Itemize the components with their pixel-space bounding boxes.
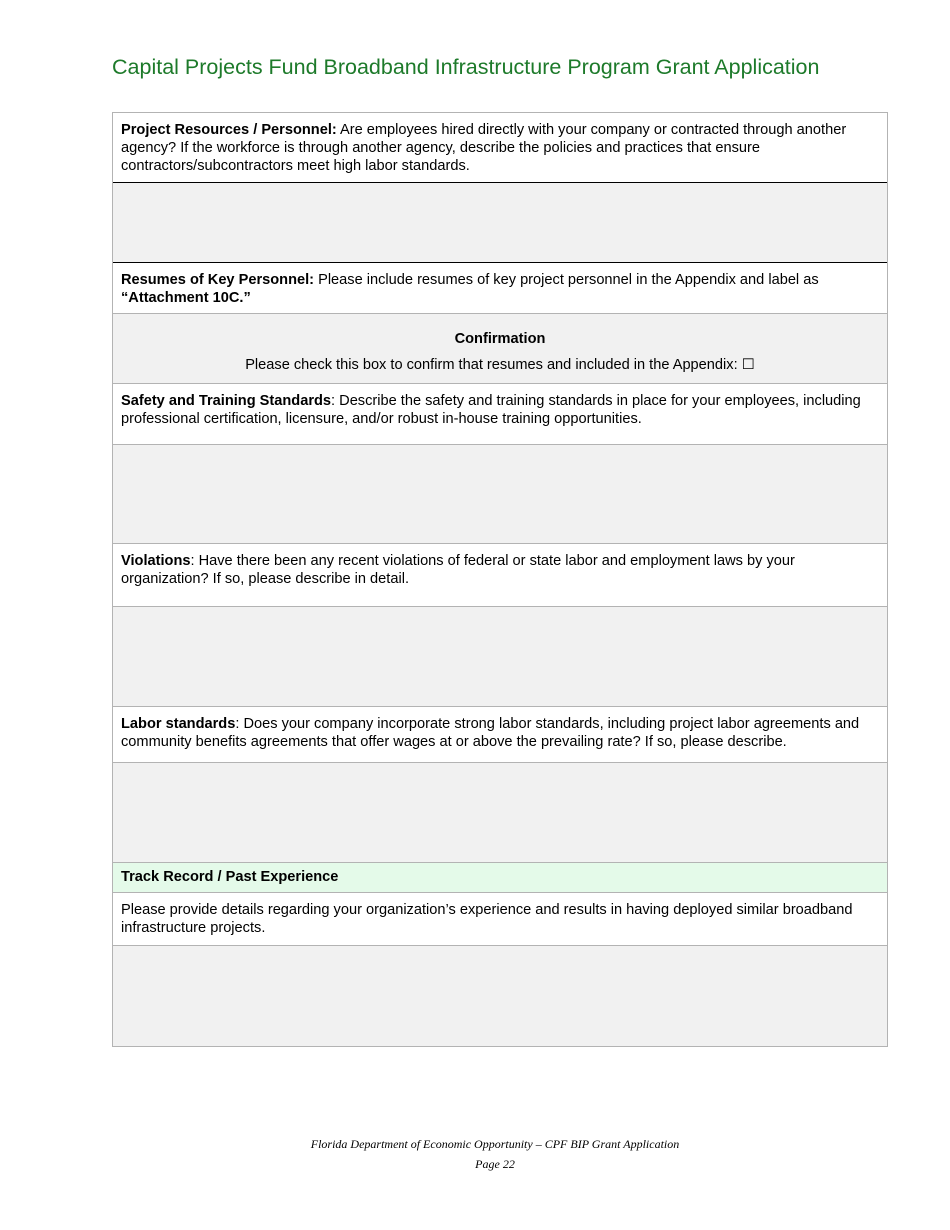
confirmation-text: Please check this box to confirm that resumes and included in the Appendix: — [245, 357, 742, 373]
confirmation-block — [113, 314, 887, 384]
footer-text: Florida Department of Economic Opportunity – CPF BIP Grant Application — [310, 1137, 680, 1151]
violations-text: : Have there been any recent violations of federal or state labor and employment laws by your organization? If so, please describe in detail. — [121, 553, 795, 587]
application-form-table — [112, 112, 888, 1047]
resumes-question — [113, 263, 887, 314]
labor-standards-text: : Does your company incorporate strong labor standards, including project labor agreements and community benefits agreements that offer wages at or above the prevailing rate? If so, please describe. — [121, 716, 860, 750]
safety-training-label: Safety and Training Standards — [121, 393, 332, 409]
confirmation-text-line — [113, 348, 887, 374]
project-resources-label: Project Resources / Personnel: — [121, 122, 337, 138]
track-record-section-heading: Track Record / Past Experience — [113, 863, 887, 893]
violations-question — [113, 544, 887, 607]
safety-training-text: : Describe the safety and training standards in place for your employees, including professional certification, licensure, and/or robust in-house training opportunities. — [121, 393, 861, 427]
violations-label: Violations — [121, 553, 191, 569]
safety-training-question — [113, 384, 887, 445]
confirmation-heading: Confirmation — [454, 331, 546, 347]
track-record-answer-field[interactable] — [113, 946, 887, 1046]
track-record-question: Please provide details regarding your organization’s experience and results in having deployed similar broadband infrastructure projects. — [113, 893, 887, 946]
resumes-label: Resumes of Key Personnel: — [121, 272, 315, 288]
labor-standards-answer-field[interactable] — [113, 763, 887, 863]
resumes-text: Please include resumes of key project personnel in the Appendix and label as — [314, 272, 819, 288]
labor-standards-question — [113, 707, 887, 763]
confirmation-checkbox[interactable]: ☐ — [741, 357, 755, 373]
project-resources-question — [113, 113, 887, 183]
project-resources-answer-field[interactable] — [113, 183, 887, 263]
violations-answer-field[interactable] — [113, 607, 887, 707]
resumes-attachment-label: “Attachment 10C.” — [121, 290, 251, 306]
page-number: Page 22 — [475, 1157, 515, 1171]
document-title: Capital Projects Fund Broadband Infrastructure Program Grant Application — [112, 55, 820, 79]
project-resources-text: Are employees hired directly with your company or contracted through another agency? If the workforce is through another agency, describe the policies and practices that ensure contractors/subcontractors meet high labor standards. — [121, 122, 847, 174]
labor-standards-label: Labor standards — [121, 716, 236, 732]
safety-training-answer-field[interactable] — [113, 445, 887, 544]
